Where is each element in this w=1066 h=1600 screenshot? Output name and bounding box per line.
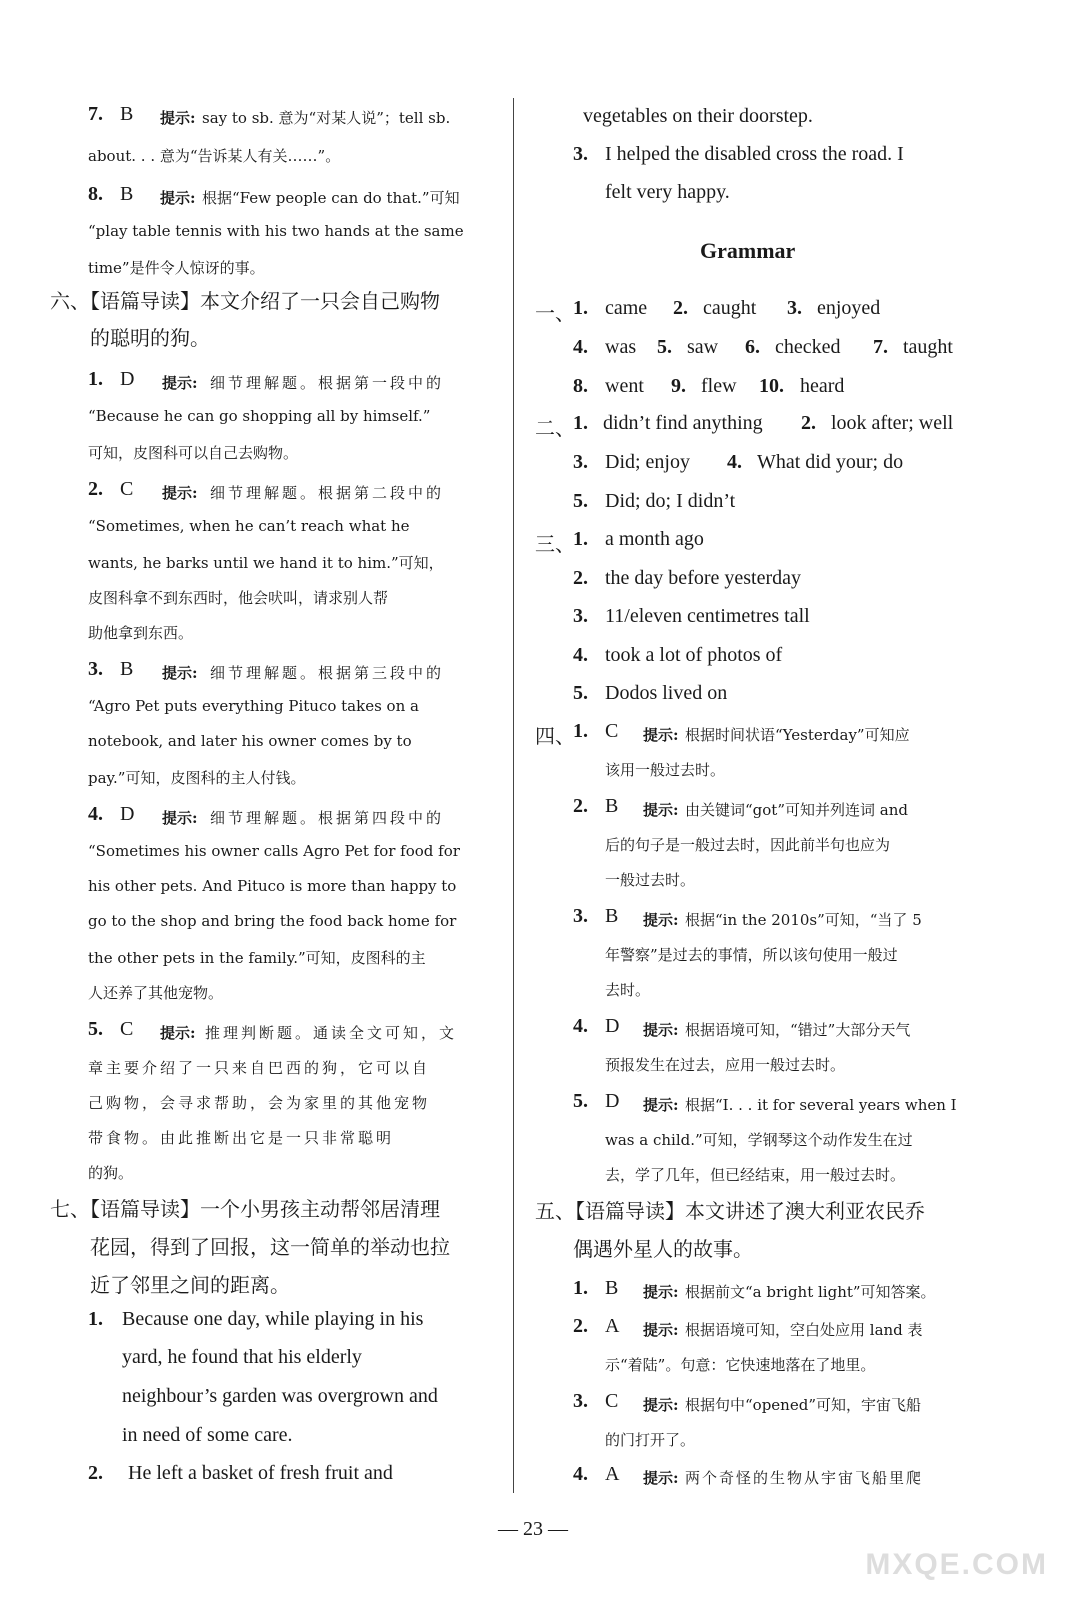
hint-text: 去时。 [605,981,651,999]
item-number: 1. [88,368,103,390]
item-number: 2. [573,567,588,589]
hint-label: 提示: [643,1321,679,1339]
section-heading: 近了邻里之间的距离。 [90,1273,290,1297]
item-number: 6. [745,336,760,358]
item-number: 1. [88,1308,103,1330]
answer-text: checked [775,336,841,358]
answer-text: yard, he found that his elderly [122,1346,362,1368]
item-number: 2. [673,297,688,319]
item-number: 10. [759,375,784,397]
hint-label: 提示: [160,109,196,127]
item-answer: C [605,1390,619,1412]
hint-text: 年警察”是过去的事情，所以该句使用一般过 [605,946,898,964]
item-number: 4. [573,644,588,666]
hint-text: 皮图科拿不到东西时，他会吠叫，请求别人帮 [88,589,389,607]
item-number: 1. [573,412,588,434]
hint-text: go to the shop and bring the food back home for [88,912,457,930]
item-number: 7. [873,336,888,358]
hint-text: 的门打开了。 [605,1431,696,1449]
hint-label: 提示: [643,1021,679,1039]
hint-text: pay.”可知，皮图科的主人付钱。 [88,769,306,787]
section-heading: 七、【语篇导读】一个小男孩主动帮邻居清理 [50,1197,440,1221]
item-answer: B [120,183,134,205]
column-divider [513,98,514,1493]
answer-text: heard [800,375,845,397]
hint-text: 章主要介绍了一只来自巴西的狗，它可以自 [88,1059,431,1077]
hint-text: 后的句子是一般过去时，因此前半句也应为 [605,836,891,854]
answer-text: look after; well [831,412,954,434]
section-heading: 六、【语篇导读】本文介绍了一只会自己购物 [50,289,440,313]
item-number: 7. [88,103,103,125]
item-number: 1. [573,528,588,550]
answer-text: Dodos lived on [605,682,728,704]
answer-text: flew [701,375,737,397]
hint-text: 带食物。由此推断出它是一只非常聪明 [88,1129,395,1147]
hint-text: time”是件令人惊讶的事。 [88,259,265,277]
hint-label: 提示: [160,189,196,207]
answer-text: He left a basket of fresh fruit and [128,1462,393,1484]
hint-text: 细节理解题。根据第一段中的 [210,374,445,392]
hint-text: 细节理解题。根据第四段中的 [210,809,445,827]
section-heading: 的聪明的狗。 [90,326,210,350]
hint-text: 根据“I. . . it for several years when I [685,1096,957,1114]
section-heading: 五、【语篇导读】本文讲述了澳大利亚农民乔 [535,1199,925,1223]
item-number: 4. [573,336,588,358]
section-label: 三、 [535,532,575,556]
hint-text: 两个奇怪的生物从宇宙飞船里爬 [685,1469,924,1487]
hint-text: 的狗。 [88,1164,134,1182]
item-number: 5. [573,682,588,704]
item-answer: B [605,795,619,817]
answer-text: neighbour’s garden was overgrown and [122,1385,438,1407]
hint-label: 提示: [162,374,198,392]
hint-text: 根据语境可知，空白处应用 land 表 [685,1321,923,1339]
hint-text: was a child.”可知，学钢琴这个动作发生在过 [605,1131,913,1149]
item-answer: C [605,720,619,742]
hint-text: his other pets. And Pituco is more than happy to [88,877,457,895]
answer-text: Did; enjoy [605,451,690,473]
hint-text: 根据“Few people can do that.”可知 [202,189,460,207]
answer-text: felt very happy. [605,181,730,203]
answer-text: enjoyed [817,297,881,319]
section-label: 二、 [535,416,575,440]
item-number: 3. [787,297,802,319]
section-heading: 花园，得到了回报，这一简单的举动也拉 [90,1235,450,1259]
item-answer: A [605,1315,620,1337]
answer-text: 11/eleven centimetres tall [605,605,810,627]
item-number: 3. [573,143,588,165]
answer-text: What did your; do [757,451,904,473]
hint-label: 提示: [643,1396,679,1414]
answer-text: I helped the disabled cross the road. I [605,143,904,165]
section-label: 四、 [535,724,575,748]
hint-text: 细节理解题。根据第二段中的 [210,484,445,502]
page-number: — 23 — [498,1518,568,1540]
answer-text: vegetables on their doorstep. [583,105,813,127]
answer-text: the day before yesterday [605,567,802,589]
hint-text: 己购物，会寻求帮助，会为家里的其他宠物 [88,1094,431,1112]
hint-text: notebook, and later his owner comes by to [88,732,412,750]
answer-text: taught [903,336,953,358]
item-number: 5. [573,490,588,512]
item-number: 2. [573,1315,588,1337]
item-number: 3. [573,1390,588,1412]
item-answer: B [120,103,134,125]
item-number: 5. [657,336,672,358]
item-number: 3. [88,658,103,680]
item-answer: D [605,1090,620,1112]
hint-text: “Sometimes his owner calls Agro Pet for food for [88,842,460,860]
grammar-title: Grammar [700,238,796,263]
hint-text: 根据前文“a bright light”可知答案。 [685,1283,936,1301]
hint-text: “Because he can go shopping all by himself.” [88,407,431,425]
item-answer: D [120,803,135,825]
hint-text: 由关键词“got”可知并列连词 and [685,801,908,819]
hint-label: 提示: [160,1024,196,1042]
hint-text: 根据句中“opened”可知，宇宙飞船 [685,1396,921,1414]
hint-text: 去，学了几年，但已经结束，用一般过去时。 [605,1166,906,1184]
hint-text: about. . . 意为“告诉某人有关……”。 [88,147,341,165]
hint-text: “Agro Pet puts everything Pituco takes on a [88,697,419,715]
hint-label: 提示: [643,1469,679,1487]
item-answer: D [120,368,135,390]
item-number: 4. [727,451,742,473]
item-number: 9. [671,375,686,397]
answer-text: came [605,297,648,319]
answer-text: didn’t find anything [603,412,763,434]
hint-text: 示“着陆”。句意：它快速地落在了地里。 [605,1356,876,1374]
item-answer: B [605,905,619,927]
hint-text: 人还养了其他宠物。 [88,984,224,1002]
hint-text: 一般过去时。 [605,871,696,889]
answer-text: Did; do; I didn’t [605,490,736,512]
item-number: 8. [573,375,588,397]
item-number: 2. [88,1462,103,1484]
hint-text: 细节理解题。根据第三段中的 [210,664,445,682]
item-number: 1. [573,297,588,319]
section-label: 一、 [535,301,575,325]
item-number: 3. [573,905,588,927]
item-number: 5. [573,1090,588,1112]
item-number: 2. [88,478,103,500]
hint-text: “play table tennis with his two hands at the same [88,222,464,240]
hint-text: 根据“in the 2010s”可知，“当了 5 [685,911,922,929]
item-number: 2. [573,795,588,817]
hint-label: 提示: [643,911,679,929]
item-number: 4. [573,1463,588,1485]
hint-text: 预报发生在过去，应用一般过去时。 [605,1056,846,1074]
hint-text: wants, he barks until we hand it to him.”可知， [88,554,444,572]
item-answer: C [120,478,134,500]
hint-text: 可知，皮图科可以自己去购物。 [88,444,299,462]
item-number: 4. [573,1015,588,1037]
answer-text: was [605,336,637,358]
item-number: 5. [88,1018,103,1040]
item-number: 8. [88,183,103,205]
answer-text: took a lot of photos of [605,644,783,666]
answer-text: a month ago [605,528,704,550]
hint-label: 提示: [643,726,679,744]
hint-text: “Sometimes, when he can’t reach what he [88,517,410,535]
answer-text: Because one day, while playing in his [122,1308,424,1330]
item-answer: B [605,1277,619,1299]
hint-text: the other pets in the family.”可知，皮图科的主 [88,949,426,967]
hint-text: 该用一般过去时。 [605,761,726,779]
hint-text: 根据语境可知，“错过”大部分天气 [685,1021,911,1039]
watermark: MXQE.COM [865,1548,1048,1581]
hint-text: 根据时间状语“Yesterday”可知应 [685,726,910,744]
hint-label: 提示: [643,1096,679,1114]
item-number: 1. [573,1277,588,1299]
answer-text: saw [687,336,719,358]
item-answer: C [120,1018,134,1040]
item-answer: D [605,1015,620,1037]
hint-label: 提示: [643,801,679,819]
item-number: 4. [88,803,103,825]
item-number: 1. [573,720,588,742]
item-number: 2. [801,412,816,434]
hint-text: 助他拿到东西。 [88,624,194,642]
item-number: 3. [573,451,588,473]
answer-text: caught [703,297,757,319]
item-answer: B [120,658,134,680]
answer-text: in need of some care. [122,1424,293,1446]
hint-text: 推理判断题。通读全文可知，文 [205,1024,458,1042]
hint-label: 提示: [162,664,198,682]
hint-label: 提示: [162,484,198,502]
hint-text: say to sb. 意为“对某人说”；tell sb. [202,109,451,127]
item-number: 3. [573,605,588,627]
answer-text: went [605,375,644,397]
section-heading: 偶遇外星人的故事。 [573,1237,753,1261]
hint-label: 提示: [643,1283,679,1301]
item-answer: A [605,1463,620,1485]
hint-label: 提示: [162,809,198,827]
